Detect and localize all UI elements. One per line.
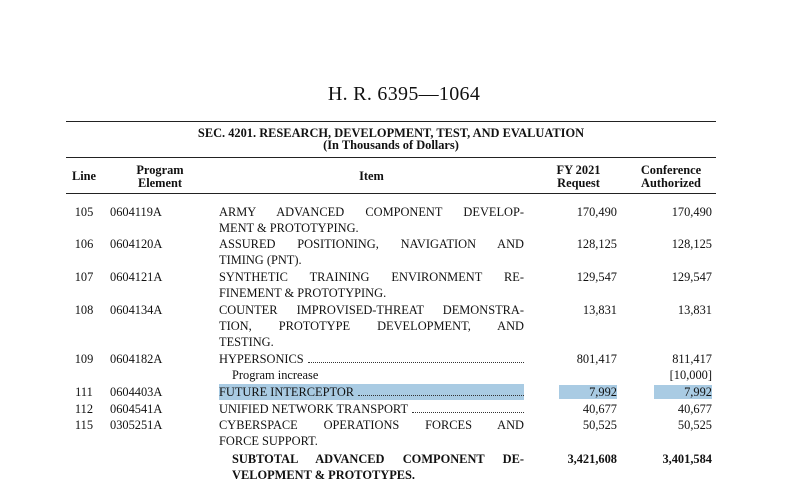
row-program-element: 0604541A bbox=[110, 402, 163, 416]
row-line-number: 105 bbox=[74, 205, 94, 219]
request-highlight: 7,992 bbox=[559, 385, 617, 399]
row-request: 129,547 bbox=[576, 270, 617, 284]
row-item-line: ARMY ADVANCED COMPONENT DEVELOP- bbox=[219, 205, 524, 219]
row-item bbox=[219, 269, 524, 301]
row-authorized: 129,547 bbox=[671, 270, 712, 284]
row-authorized: 40,677 bbox=[677, 402, 712, 416]
row-program-element: 0604403A bbox=[110, 385, 163, 399]
row-item bbox=[219, 236, 524, 268]
authorized-highlight: 7,992 bbox=[654, 385, 712, 399]
row-item bbox=[219, 204, 524, 236]
column-header-item: Item bbox=[359, 169, 384, 183]
row-authorized: 811,417 bbox=[672, 352, 712, 366]
row-item bbox=[219, 417, 524, 449]
row-item-line: FORCE SUPPORT. bbox=[219, 434, 318, 448]
row-program-element: 0604120A bbox=[110, 237, 163, 251]
row-line-number: 109 bbox=[74, 352, 94, 366]
column-header-request-1: FY 2021 bbox=[556, 163, 601, 177]
row-item bbox=[219, 401, 524, 417]
subrow-authorized: [10,000] bbox=[669, 368, 712, 382]
row-request: 13,831 bbox=[582, 303, 617, 317]
row-request: 50,525 bbox=[582, 418, 617, 432]
row-item-line: COUNTER IMPROVISED-THREAT DEMONSTRA- bbox=[219, 303, 524, 317]
subtotal-label-line: SUBTOTAL ADVANCED COMPONENT DE- bbox=[232, 452, 524, 466]
row-request: 801,417 bbox=[576, 352, 617, 366]
column-header-program-element bbox=[118, 164, 202, 190]
row-program-element: 0604134A bbox=[110, 303, 163, 317]
subtotal-authorized: 3,401,584 bbox=[662, 452, 712, 466]
row-line-number: 111 bbox=[75, 385, 93, 399]
row-program-element: 0604119A bbox=[110, 205, 162, 219]
column-header-program-element-1: Program bbox=[136, 163, 184, 177]
section-subtitle: (In Thousands of Dollars) bbox=[323, 138, 459, 152]
row-program-element: 0604121A bbox=[110, 270, 163, 284]
row-program-element: 0604182A bbox=[110, 352, 163, 366]
row-item bbox=[219, 351, 524, 367]
row-authorized: 13,831 bbox=[677, 303, 712, 317]
row-authorized: 50,525 bbox=[677, 418, 712, 432]
row-line-number: 107 bbox=[74, 270, 94, 284]
column-header-authorized-1: Conference bbox=[640, 163, 702, 177]
row-item-label: HYPERSONICS bbox=[219, 352, 304, 366]
row-request: 40,677 bbox=[582, 402, 617, 416]
row-request: 170,490 bbox=[576, 205, 617, 219]
row-request: 128,125 bbox=[576, 237, 617, 251]
row-item-label: UNIFIED NETWORK TRANSPORT bbox=[219, 402, 409, 416]
row-item-line: MENT & PROTOTYPING. bbox=[219, 221, 359, 235]
column-header-request bbox=[540, 164, 617, 190]
row-program-element: 0305251A bbox=[110, 418, 163, 432]
subtotal-request: 3,421,608 bbox=[567, 452, 617, 466]
top-rule bbox=[66, 121, 716, 122]
row-item-line: SYNTHETIC TRAINING ENVIRONMENT RE- bbox=[219, 270, 524, 284]
header-rule bbox=[66, 157, 716, 158]
leader-dots bbox=[358, 395, 524, 396]
row-item-line: ASSURED POSITIONING, NAVIGATION AND bbox=[219, 237, 524, 251]
row-item-label: FUTURE INTERCEPTOR bbox=[219, 385, 355, 399]
row-item bbox=[219, 302, 524, 350]
item-highlight bbox=[219, 384, 524, 400]
page-header: H. R. 6395—1064 bbox=[327, 83, 481, 105]
row-item-line: CYBERSPACE OPERATIONS FORCES AND bbox=[219, 418, 524, 432]
row-request bbox=[530, 384, 617, 400]
subrow-item-label: Program increase bbox=[232, 368, 319, 382]
row-authorized bbox=[620, 384, 712, 400]
row-item-line: TION, PROTOTYPE DEVELOPMENT, AND bbox=[219, 319, 524, 333]
column-header-authorized-2: Authorized bbox=[641, 176, 701, 190]
columns-rule bbox=[66, 193, 716, 194]
row-line-number: 108 bbox=[74, 303, 94, 317]
leader-dots bbox=[412, 412, 524, 413]
row-line-number: 112 bbox=[74, 402, 94, 416]
row-item-line: TESTING. bbox=[219, 335, 274, 349]
row-line-number: 106 bbox=[74, 237, 94, 251]
row-authorized: 170,490 bbox=[671, 205, 712, 219]
section-title: SEC. 4201. RESEARCH, DEVELOPMENT, TEST, AND EVALUATION bbox=[197, 126, 585, 140]
column-header-request-2: Request bbox=[557, 176, 600, 190]
subtotal-label-line: VELOPMENT & PROTOTYPES. bbox=[232, 468, 416, 482]
column-header-program-element-2: Element bbox=[137, 176, 183, 190]
row-item-line: TIMING (PNT). bbox=[219, 253, 302, 267]
row-item bbox=[219, 384, 524, 400]
column-header-line: Line bbox=[71, 169, 97, 183]
subtotal-label bbox=[232, 451, 524, 483]
column-header-authorized bbox=[625, 164, 717, 190]
row-line-number: 115 bbox=[74, 418, 94, 432]
row-item-line: FINEMENT & PROTOTYPING. bbox=[219, 286, 387, 300]
row-authorized: 128,125 bbox=[671, 237, 712, 251]
subrow-item bbox=[232, 367, 524, 383]
leader-dots bbox=[308, 362, 524, 363]
